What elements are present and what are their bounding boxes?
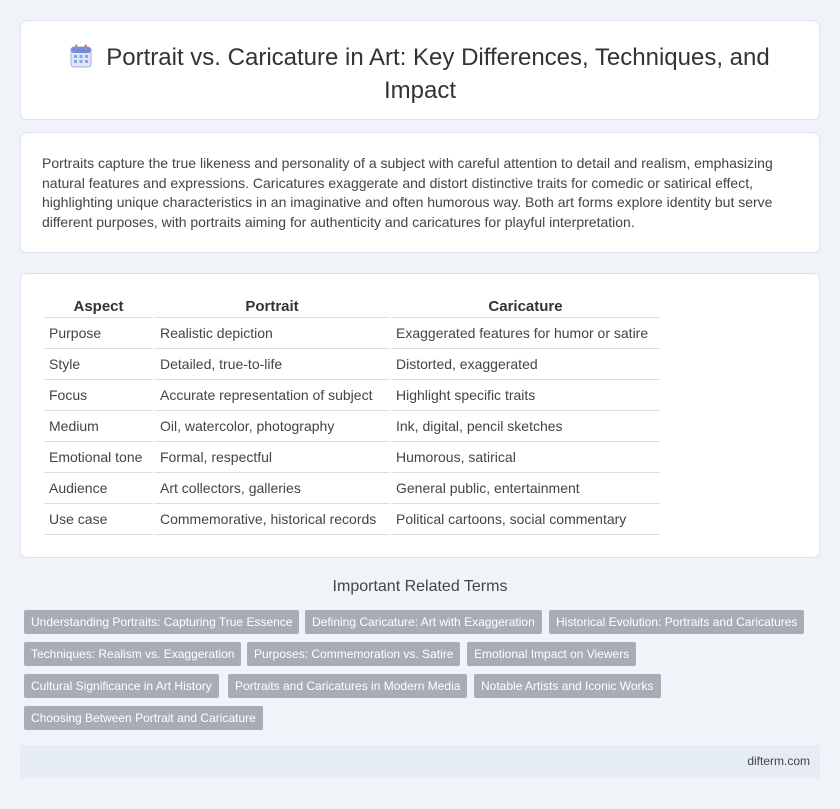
table-row [44, 473, 660, 504]
table-row [44, 411, 660, 442]
page-title: Portrait vs. Caricature in Art: Key Differences, Techniques, and Impact [106, 44, 770, 104]
table-row [44, 380, 660, 411]
cell-portrait: Formal, respectful [155, 442, 389, 473]
header-portrait: Portrait [155, 294, 389, 318]
cell-caricature: Distorted, exaggerated [391, 349, 660, 380]
page-title-wrap [21, 43, 819, 106]
related-tag[interactable]: Defining Caricature: Art with Exaggeration [305, 610, 542, 634]
related-terms-title: Important Related Terms [332, 578, 508, 595]
table-row [44, 504, 660, 535]
table-row [44, 442, 660, 473]
intro-card [20, 132, 820, 253]
comparison-table [42, 294, 662, 535]
calendar-icon [70, 44, 92, 76]
cell-portrait: Realistic depiction [155, 318, 389, 349]
related-tag[interactable]: Portraits and Caricatures in Modern Media [228, 674, 467, 698]
related-tag[interactable]: Understanding Portraits: Capturing True Essence [24, 610, 299, 634]
table-header-row [44, 294, 660, 318]
intro-text: Portraits capture the true likeness and personality of a subject with careful attention to detail and realism, emphasizing natural features and expressions. Caricatures exaggerate and distort distinctive traits for comedic or satirical effect, highlighting unique characteristics in an imaginative and often humorous way. Both art forms explore identity but serve different purposes, with portraits aiming for authenticity and caricatures for playful interpretation. [42, 155, 773, 230]
cell-portrait: Accurate representation of subject [155, 380, 389, 411]
cell-portrait: Commemorative, historical records [155, 504, 389, 535]
header-aspect: Aspect [44, 294, 153, 318]
cell-aspect: Medium [44, 411, 153, 442]
footer [20, 745, 820, 778]
cell-caricature: Exaggerated features for humor or satire [391, 318, 660, 349]
cell-aspect: Purpose [44, 318, 153, 349]
header-card [20, 20, 820, 120]
related-tag[interactable]: Emotional Impact on Viewers [467, 642, 636, 666]
cell-caricature: Ink, digital, pencil sketches [391, 411, 660, 442]
cell-aspect: Emotional tone [44, 442, 153, 473]
related-tag[interactable]: Cultural Significance in Art History [24, 674, 219, 698]
related-tag[interactable]: Choosing Between Portrait and Caricature [24, 706, 263, 730]
cell-caricature: Political cartoons, social commentary [391, 504, 660, 535]
footer-site[interactable]: difterm.com [747, 754, 810, 768]
comparison-card [20, 273, 820, 558]
cell-portrait: Oil, watercolor, photography [155, 411, 389, 442]
cell-caricature: General public, entertainment [391, 473, 660, 504]
cell-aspect: Use case [44, 504, 153, 535]
table-row [44, 318, 660, 349]
header-caricature: Caricature [391, 294, 660, 318]
cell-caricature: Highlight specific traits [391, 380, 660, 411]
related-tag[interactable]: Historical Evolution: Portraits and Caricatures [549, 610, 804, 634]
related-tag[interactable]: Notable Artists and Iconic Works [474, 674, 661, 698]
cell-caricature: Humorous, satirical [391, 442, 660, 473]
related-tag[interactable]: Techniques: Realism vs. Exaggeration [24, 642, 241, 666]
cell-portrait: Detailed, true-to-life [155, 349, 389, 380]
cell-portrait: Art collectors, galleries [155, 473, 389, 504]
cell-aspect: Style [44, 349, 153, 380]
table-row [44, 349, 660, 380]
cell-aspect: Audience [44, 473, 153, 504]
related-tag[interactable]: Purposes: Commemoration vs. Satire [247, 642, 460, 666]
cell-aspect: Focus [44, 380, 153, 411]
